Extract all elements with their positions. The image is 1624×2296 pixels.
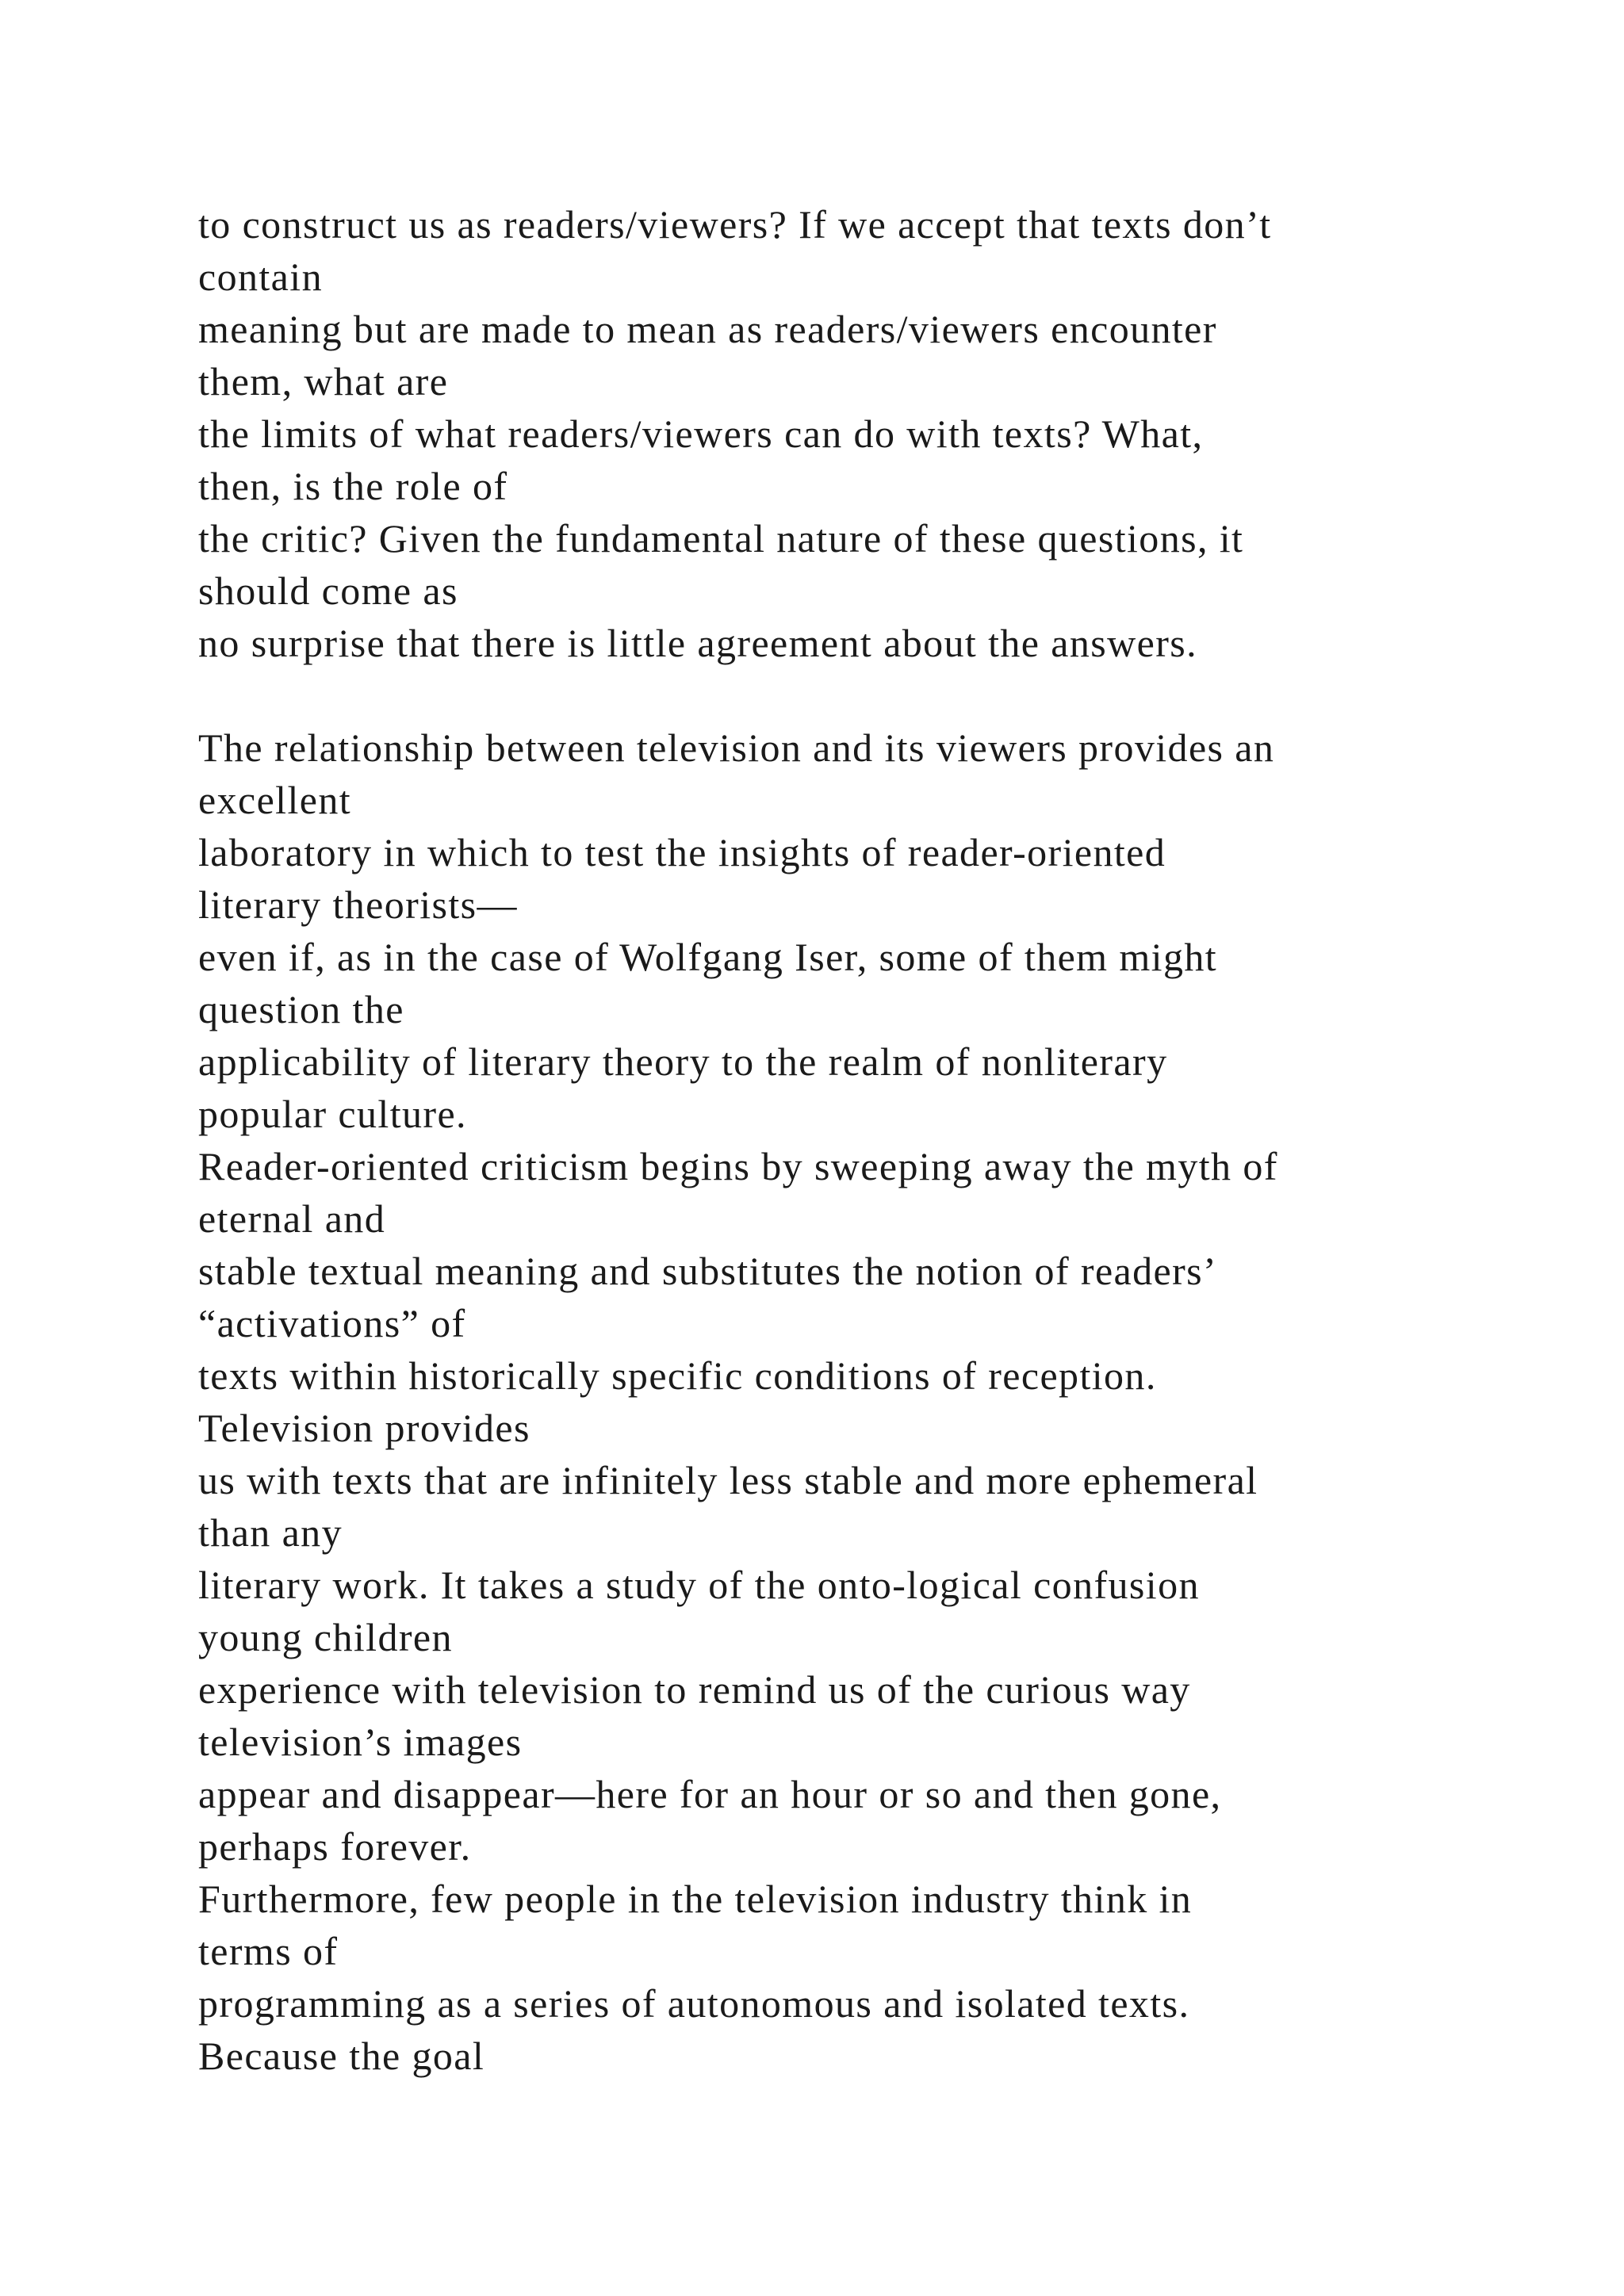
text-line: meaning but are made to mean as readers/viewers encounter <box>198 307 1217 351</box>
text-line: The relationship between television and its viewers provides an <box>198 725 1275 770</box>
paragraph-break <box>198 669 1546 721</box>
text-line: appear and disappear—here for an hour or so and then gone, <box>198 1772 1222 1816</box>
text-line: programming as a series of autonomous and isolated texts. <box>198 1981 1190 2026</box>
text-line: than any <box>198 1510 343 1555</box>
text-line: them, what are <box>198 359 449 404</box>
text-line: literary work. It takes a study of the onto-logical confusion <box>198 1563 1200 1607</box>
text-line: applicability of literary theory to the realm of nonliterary <box>198 1039 1168 1084</box>
text-line: question the <box>198 987 404 1031</box>
text-line: Reader-oriented criticism begins by sweeping away the myth of <box>198 1144 1278 1188</box>
text-line: contain <box>198 254 323 299</box>
text-line: television’s images <box>198 1720 523 1764</box>
text-line: Because the goal <box>198 2034 485 2078</box>
text-line: then, is the role of <box>198 464 508 508</box>
text-line: stable textual meaning and substitutes the notion of readers’ <box>198 1249 1218 1293</box>
text-line: excellent <box>198 778 352 822</box>
text-line: eternal and <box>198 1196 386 1241</box>
text-line: popular culture. <box>198 1092 467 1136</box>
text-line: Television provides <box>198 1406 530 1450</box>
text-line: perhaps forever. <box>198 1824 472 1869</box>
text-line: terms of <box>198 1929 339 1973</box>
text-line: experience with television to remind us of the curious way <box>198 1667 1191 1712</box>
text-line: young children <box>198 1615 453 1659</box>
text-line: no surprise that there is little agreement about the answers. <box>198 621 1198 665</box>
text-line: literary theorists— <box>198 882 518 927</box>
text-line: the critic? Given the fundamental nature of these questions, it <box>198 516 1244 561</box>
text-line: should come as <box>198 568 458 613</box>
paragraph-2 <box>198 721 1546 2082</box>
body-text <box>198 198 1546 2082</box>
paragraph-1 <box>198 198 1546 669</box>
text-line: even if, as in the case of Wolfgang Iser, some of them might <box>198 935 1218 979</box>
text-line: Furthermore, few people in the television industry think in <box>198 1877 1193 1921</box>
text-line: texts within historically specific conditions of reception. <box>198 1353 1157 1398</box>
text-line: laboratory in which to test the insights of reader-oriented <box>198 830 1166 874</box>
text-line: “activations” of <box>198 1301 466 1345</box>
text-line: to construct us as readers/viewers? If we accept that texts don’t <box>198 202 1272 247</box>
text-line: us with texts that are infinitely less stable and more ephemeral <box>198 1458 1258 1502</box>
text-line: the limits of what readers/viewers can do with texts? What, <box>198 411 1204 456</box>
